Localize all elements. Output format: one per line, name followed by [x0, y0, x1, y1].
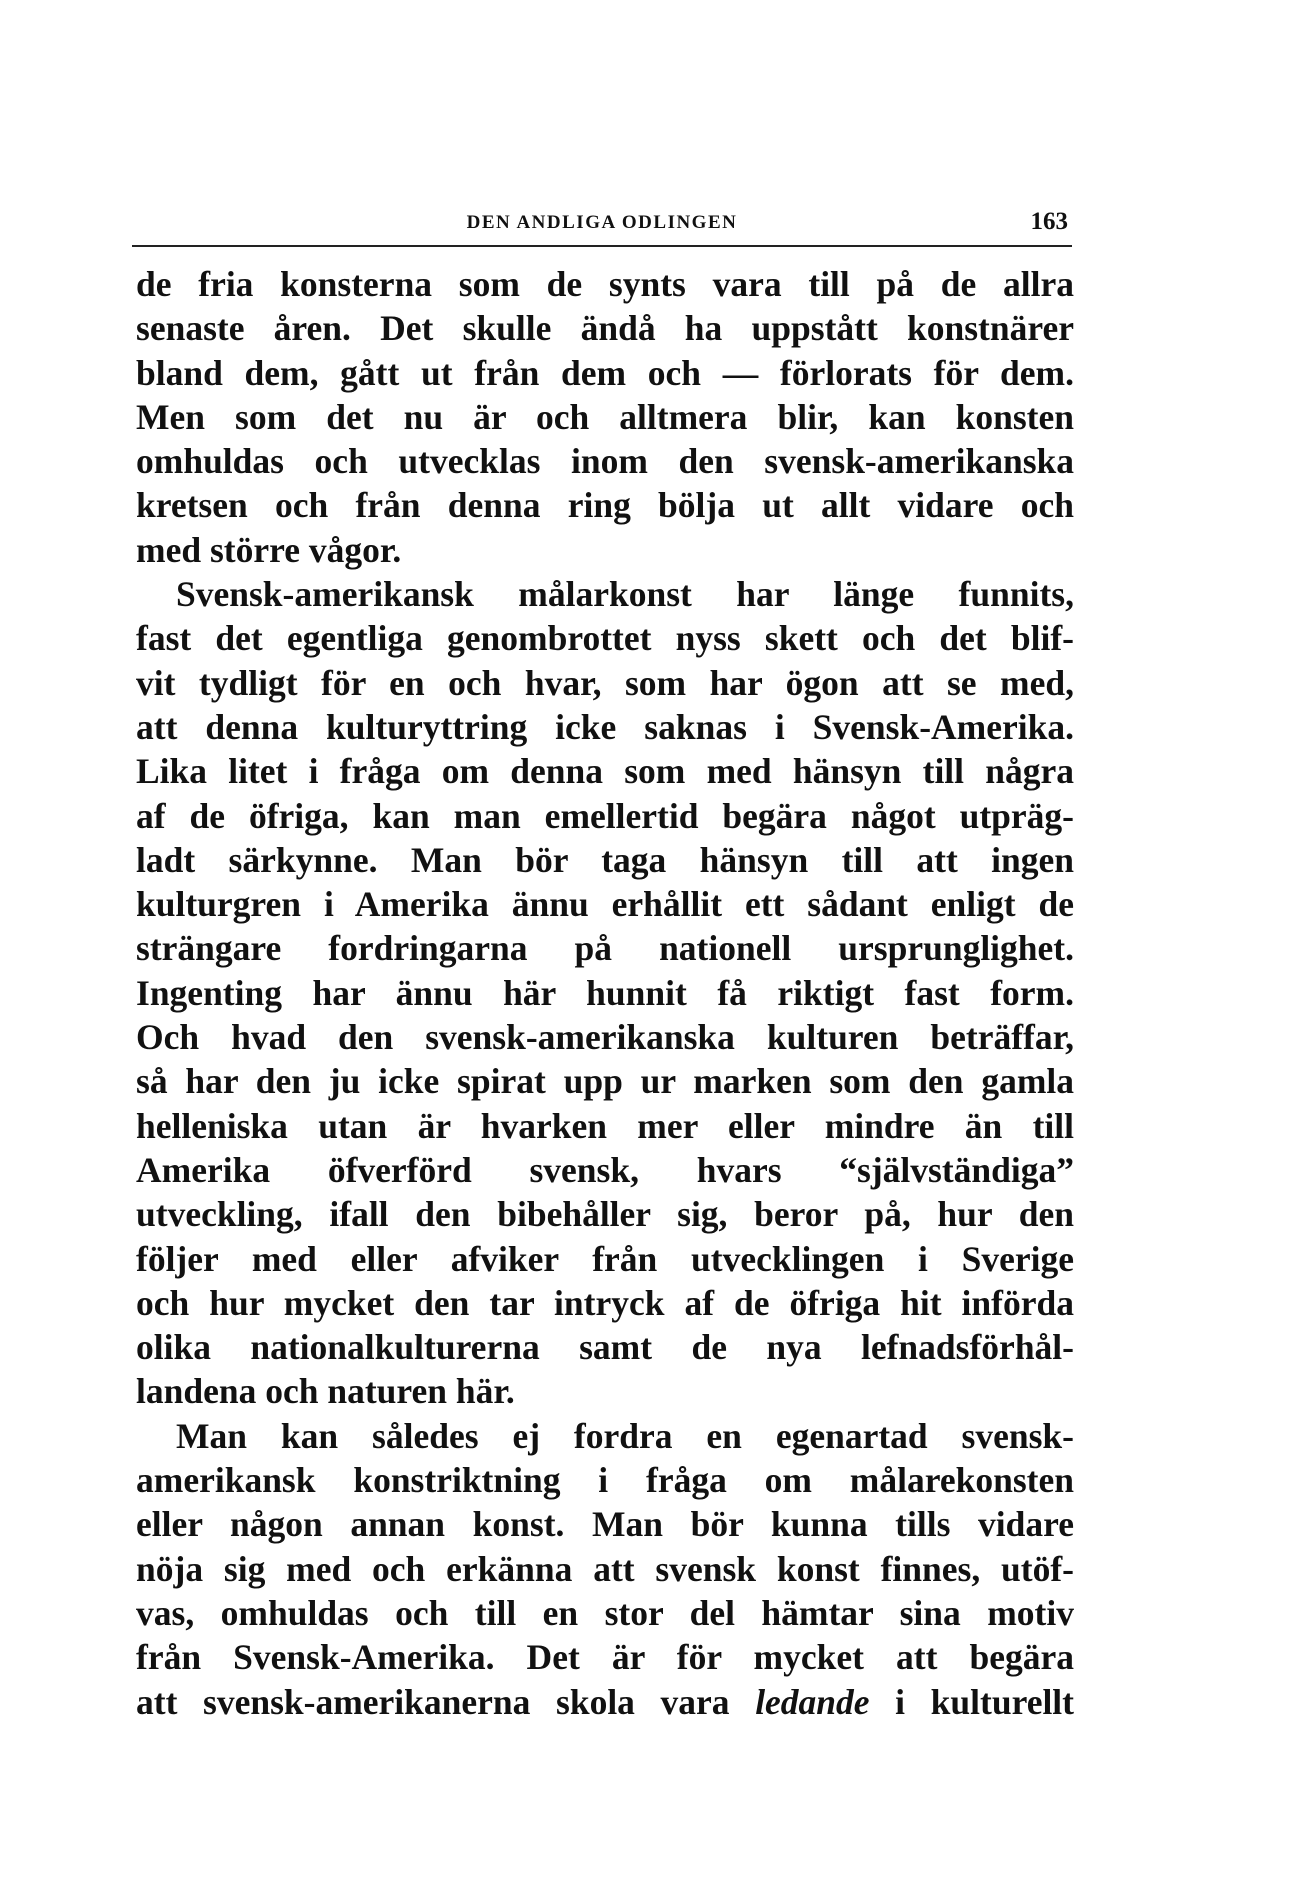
running-title: DEN ANDLIGA ODLINGEN [466, 212, 738, 233]
text-line: Men som det nu är och alltmera blir, kan konsten [136, 396, 1074, 437]
text-line: amerikansk konstriktning i fråga om målarekonsten [136, 1460, 1074, 1501]
text-line: eller någon annan konst. Man bör kunna tills vidare [136, 1504, 1074, 1545]
text-line: Ingenting har ännu här hunnit få riktigt fast form. [136, 972, 1074, 1013]
text-line: de fria konsterna som de synts vara till på de allra [136, 264, 1074, 304]
text-line: följer med eller afviker från utvecklingen i Sverige [136, 1238, 1074, 1279]
text-line: olika nationalkulturerna samt de nya lefnadsförhål- [136, 1327, 1074, 1368]
text-line: landena och naturen här. [136, 1371, 515, 1412]
body-text [136, 262, 1074, 1724]
paragraph-start-line: Man kan således ej fordra en egenartad svensk- [176, 1415, 1074, 1456]
text-line: Och hvad den svensk-amerikanska kulturen beträffar, [136, 1017, 1074, 1058]
text-line: fast det egentliga genombrottet nyss skett och det blif- [136, 618, 1074, 659]
running-head [132, 204, 1072, 244]
final-line-start: att svensk-amerikanerna skola vara [136, 1681, 756, 1722]
text-line: ladt särkynne. Man bör taga hänsyn till att ingen [136, 839, 1074, 880]
text-line: med större vågor. [136, 529, 402, 570]
paragraph-start-line: Svensk-amerikansk målarkonst har länge funnits, [176, 574, 1074, 615]
italic-emphasis: ledande [755, 1681, 870, 1722]
text-line: att denna kulturyttring icke saknas i Svensk-Amerika. [136, 706, 1074, 747]
header-rule [132, 245, 1072, 247]
text-line: bland dem, gått ut från dem och — förlorats för dem. [136, 352, 1074, 393]
text-line: kulturgren i Amerika ännu erhållit ett sådant enligt de [136, 884, 1074, 925]
text-line: från Svensk-Amerika. Det är för mycket att begära [136, 1637, 1074, 1678]
page-number: 163 [1030, 208, 1068, 235]
final-line-tail: i kulturellt [869, 1681, 1074, 1722]
text-line: vas, omhuldas och till en stor del hämtar sina motiv [136, 1592, 1074, 1633]
text-line: senaste åren. Det skulle ändå ha uppstått konstnärer [136, 308, 1074, 349]
final-text-line [136, 1680, 1074, 1724]
text-line: utveckling, ifall den bibehåller sig, beror på, hur den [136, 1194, 1074, 1235]
text-line: strängare fordringarna på nationell ursprunglighet. [136, 928, 1074, 969]
text-line: omhuldas och utvecklas inom den svensk-amerikanska [136, 441, 1074, 482]
text-line: kretsen och från denna ring bölja ut allt vidare och [136, 485, 1074, 526]
text-line: helleniska utan är hvarken mer eller mindre än till [136, 1105, 1074, 1146]
text-line: och hur mycket den tar intryck af de öfriga hit införda [136, 1282, 1074, 1323]
text-line: af de öfriga, kan man emellertid begära något utpräg- [136, 795, 1074, 836]
text-line: så har den ju icke spirat upp ur marken som den gamla [136, 1061, 1074, 1102]
text-line: vit tydligt för en och hvar, som har ögon att se med, [136, 662, 1074, 703]
text-line: nöja sig med och erkänna att svensk konst finnes, utöf- [136, 1548, 1074, 1589]
text-line: Amerika öfverförd svensk, hvars “självständiga” [136, 1149, 1074, 1190]
text-line: Lika litet i fråga om denna som med hänsyn till några [136, 751, 1074, 792]
